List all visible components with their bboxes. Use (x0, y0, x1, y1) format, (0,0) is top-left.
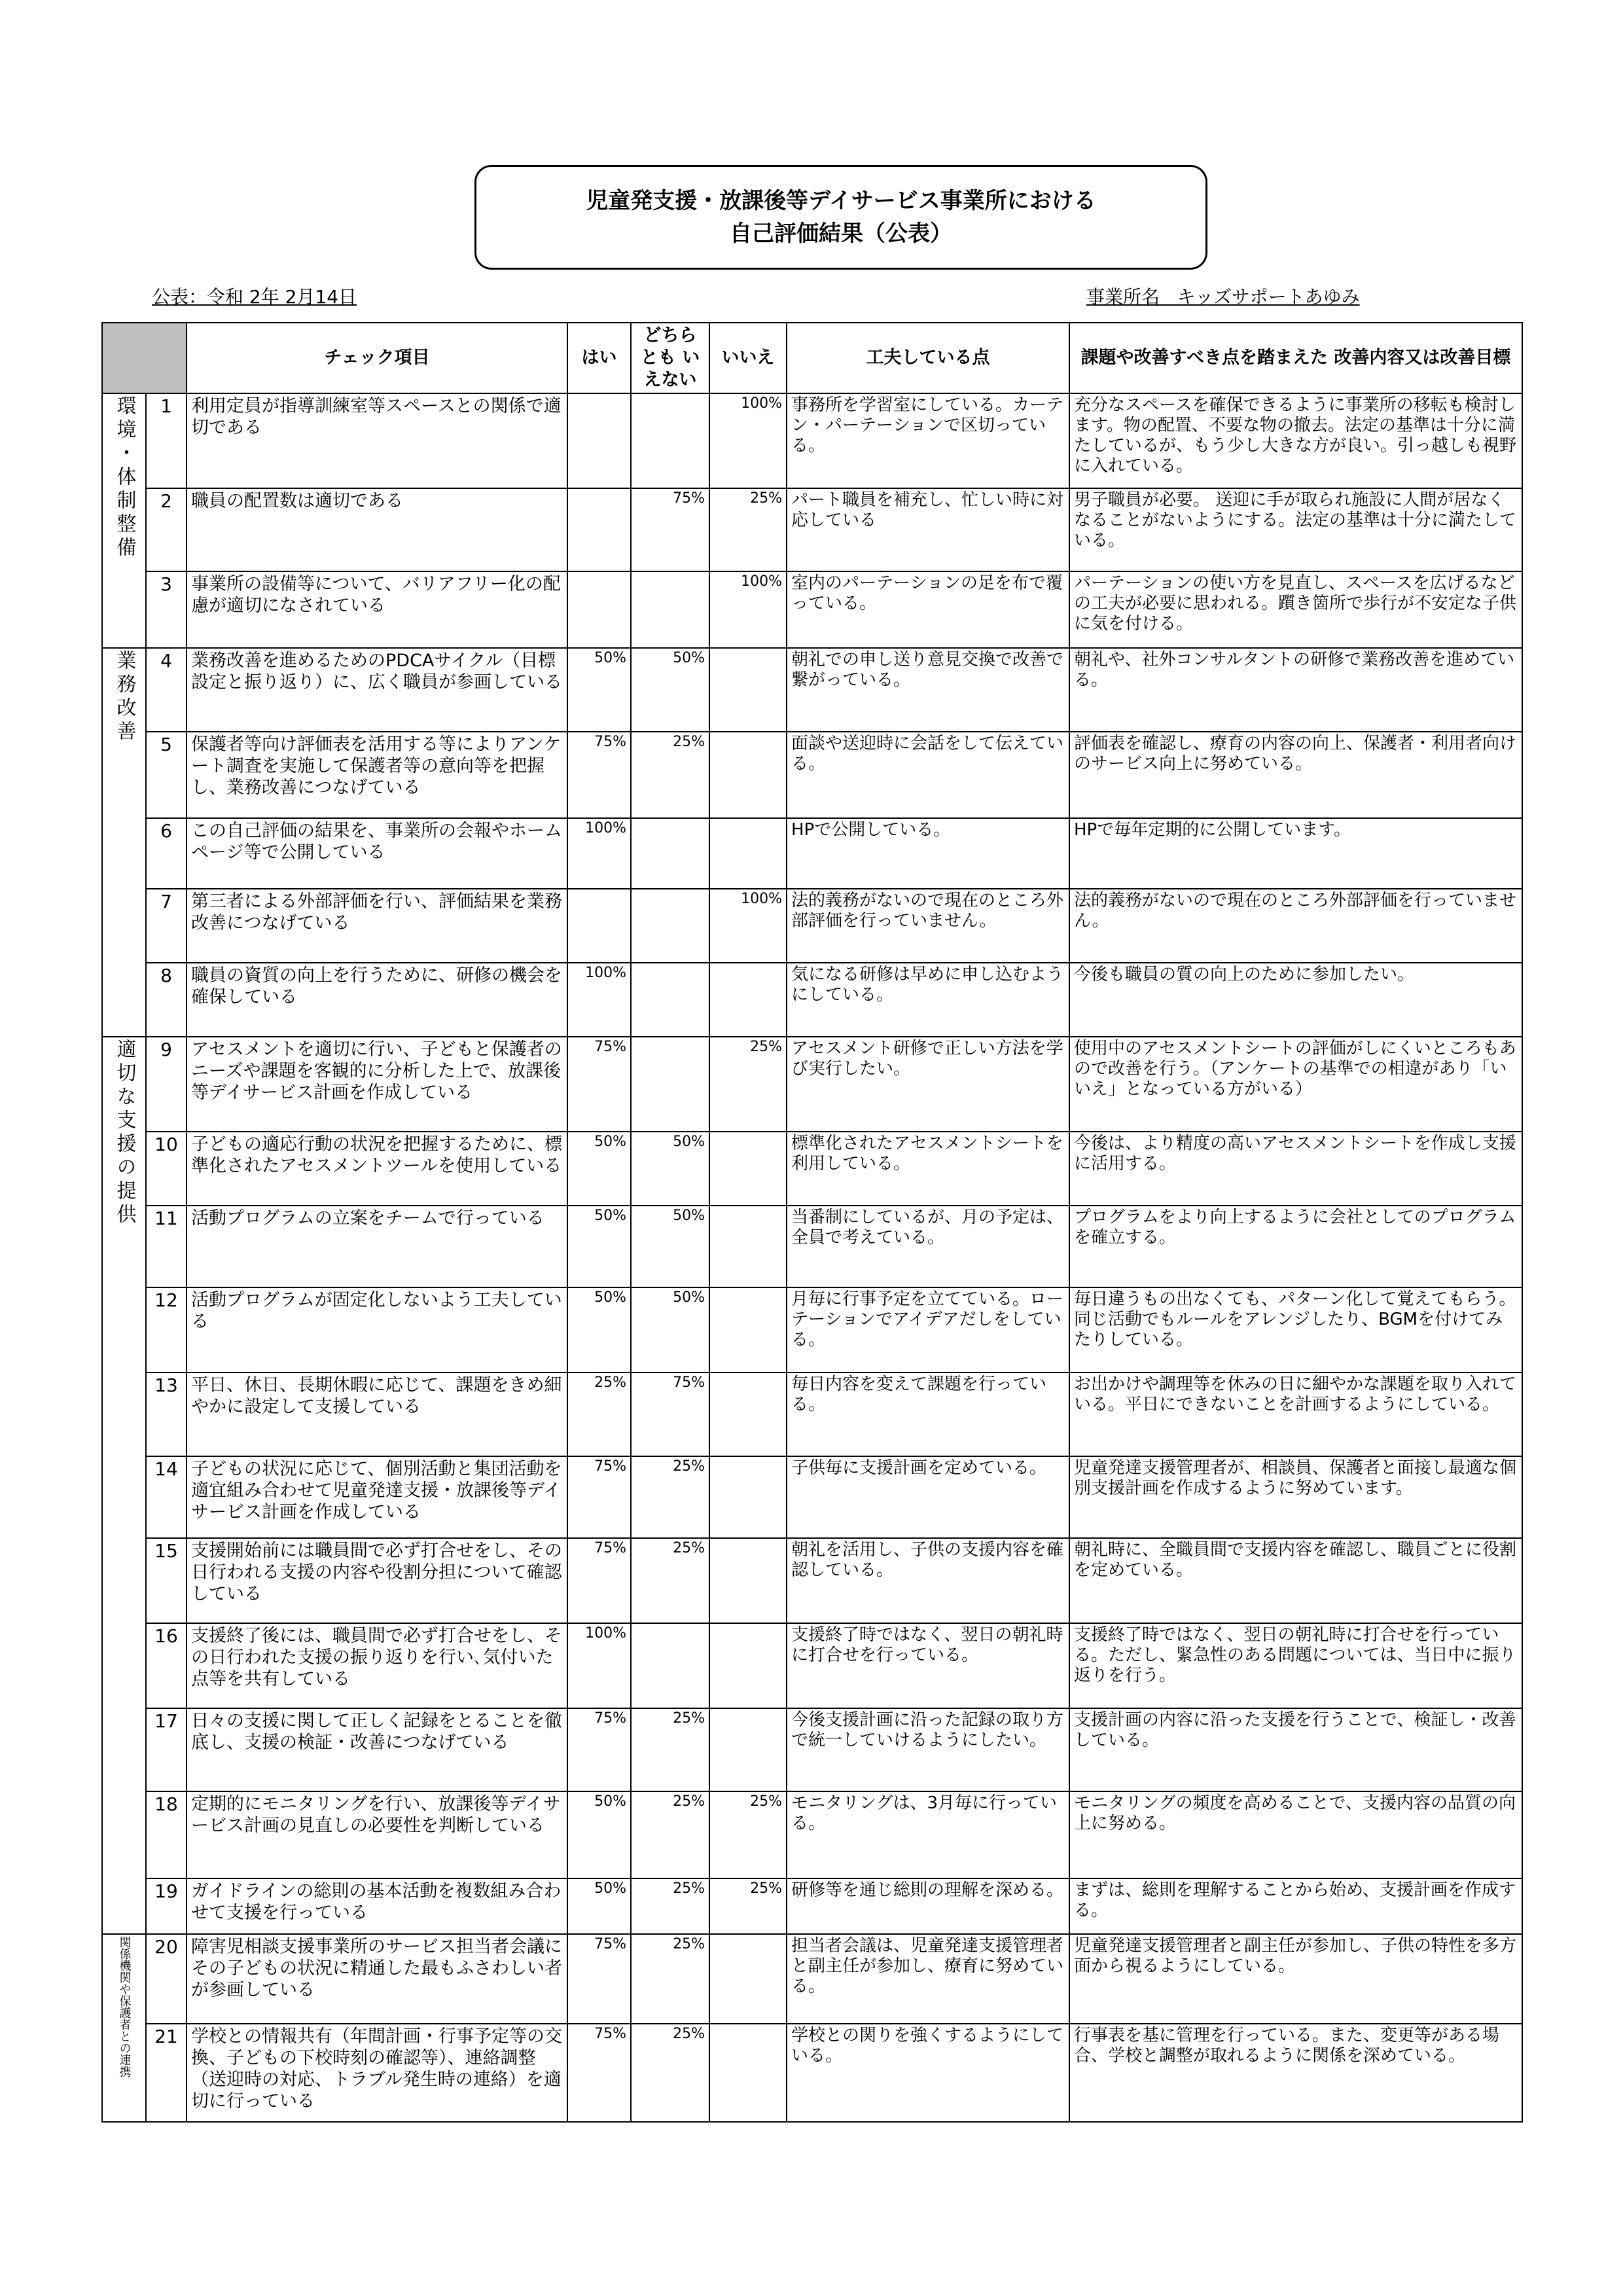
row-number: 3 (146, 571, 187, 648)
improve-text: パーテーションの使い方を見直し、スペースを広げるなどの工夫が必要に思われる。躓き箇所で歩行が不安定な子供に気を付ける。 (1069, 571, 1522, 648)
row-number: 13 (146, 1372, 187, 1456)
check-item: 業務改善を進めるためのPDCAサイクル（目標設定と振り返り）に、広く職員が参画している (187, 648, 567, 732)
office-name: 事業所名 キッズサポートあゆみ (1086, 286, 1360, 308)
check-item: アセスメントを適切に行い、子どもと保護者のニーズや課題を客観的に分析した上で、放課後等デイサービス計画を作成している (187, 1037, 567, 1132)
row-number: 17 (146, 1708, 187, 1791)
no-percent (709, 1287, 787, 1372)
check-item: 活動プログラムの立案をチームで行っている (187, 1206, 567, 1287)
no-percent (709, 1538, 787, 1623)
no-percent: 100% (709, 889, 787, 963)
row-number: 4 (146, 648, 187, 732)
effort-text: 朝礼を活用し、子供の支援内容を確認している。 (787, 1538, 1069, 1623)
section-label (102, 648, 146, 1037)
improve-text: モニタリングの頻度を高めることで、支援内容の品質の向上に努める。 (1069, 1791, 1522, 1878)
section-label (102, 393, 146, 648)
yes-percent (567, 889, 631, 963)
table-row (102, 732, 1522, 818)
no-percent (709, 1934, 787, 2024)
header-yes: はい (567, 323, 631, 393)
table-body (102, 393, 1522, 2122)
no-percent: 100% (709, 571, 787, 648)
yes-percent: 75% (567, 1037, 631, 1132)
table-row (102, 818, 1522, 889)
no-percent (709, 1206, 787, 1287)
check-item: 定期的にモニタリングを行い、放課後等デイサービス計画の見直しの必要性を判断している (187, 1791, 567, 1878)
improve-text: 児童発達支援管理者と副主任が参加し、子供の特性を多方面から視るようにしている。 (1069, 1934, 1522, 2024)
no-percent (709, 818, 787, 889)
neither-percent: 25% (631, 1878, 709, 1934)
neither-percent: 50% (631, 1287, 709, 1372)
check-item: 支援終了後には、職員間で必ず打合せをし、その日行われた支援の振り返りを行い､気付いた点等を共有している (187, 1623, 567, 1708)
header-item: チェック項目 (187, 323, 567, 393)
table-row (102, 963, 1522, 1037)
improve-text: 児童発達支援管理者が、相談員、保護者と面接し最適な個別支援計画を作成するように努めています。 (1069, 1456, 1522, 1538)
check-item: 職員の配置数は適切である (187, 488, 567, 571)
effort-text: 室内のパーテーションの足を布で覆っている。 (787, 571, 1069, 648)
header-row (102, 323, 1522, 393)
title-line-2: 自己評価結果（公表） (730, 221, 952, 247)
no-percent (709, 1456, 787, 1538)
check-item: 活動プログラムが固定化しないよう工夫している (187, 1287, 567, 1372)
effort-text: 今後支援計画に沿った記録の取り方で統一していけるようにしたい。 (787, 1708, 1069, 1791)
neither-percent: 25% (631, 1456, 709, 1538)
check-item: ガイドラインの総則の基本活動を複数組み合わせて支援を行っている (187, 1878, 567, 1934)
yes-percent: 100% (567, 818, 631, 889)
no-percent (709, 2024, 787, 2122)
section-label-text: 業務改善 (113, 650, 136, 744)
table-row (102, 1372, 1522, 1456)
effort-text: 毎日内容を変えて課題を行っている。 (787, 1372, 1069, 1456)
title-line-1: 児童発支援・放課後等デイサービス事業所における (586, 188, 1096, 214)
yes-percent: 50% (567, 648, 631, 732)
row-number: 10 (146, 1132, 187, 1206)
neither-percent: 25% (631, 2024, 709, 2122)
no-percent (709, 1623, 787, 1708)
section-label (102, 1037, 146, 1934)
row-number: 8 (146, 963, 187, 1037)
effort-text: パート職員を補充し、忙しい時に対応している (787, 488, 1069, 571)
check-item: 事業所の設備等について、バリアフリー化の配慮が適切になされている (187, 571, 567, 648)
table-row (102, 1037, 1522, 1132)
no-percent (709, 1372, 787, 1456)
effort-text: 面談や送迎時に会話をして伝えている。 (787, 732, 1069, 818)
table-row (102, 1132, 1522, 1206)
effort-text: 学校との関りを強くするようにしている。 (787, 2024, 1069, 2122)
check-item: 第三者による外部評価を行い、評価結果を業務改善につなげている (187, 889, 567, 963)
improve-text: 今後も職員の質の向上のために参加したい。 (1069, 963, 1522, 1037)
row-number: 12 (146, 1287, 187, 1372)
yes-percent: 75% (567, 2024, 631, 2122)
improve-text: 行事表を基に管理を行っている。また、変更等がある場合、学校と調整が取れるように関係を深めている。 (1069, 2024, 1522, 2122)
table-row (102, 1538, 1522, 1623)
row-number: 7 (146, 889, 187, 963)
publication-date: 公表：令和 2年 2月14日 (152, 286, 357, 308)
neither-percent (631, 393, 709, 488)
yes-percent (567, 393, 631, 488)
row-number: 6 (146, 818, 187, 889)
improve-text: まずは、総則を理解することから始め、支援計画を作成する。 (1069, 1878, 1522, 1934)
check-item: 支援開始前には職員間で必ず打合せをし、その日行われる支援の内容や役割分担について確認している (187, 1538, 567, 1623)
table-row (102, 1791, 1522, 1878)
table-row (102, 1708, 1522, 1791)
yes-percent: 100% (567, 963, 631, 1037)
no-percent: 25% (709, 1878, 787, 1934)
table-row (102, 571, 1522, 648)
row-number: 18 (146, 1791, 187, 1878)
header-blank (102, 323, 187, 393)
improve-text: 支援終了時ではなく、翌日の朝礼時に打合せを行っている。ただし、緊急性のある問題については、当日中に振り返りを行う。 (1069, 1623, 1522, 1708)
effort-text: 当番制にしているが、月の予定は、全員で考えている。 (787, 1206, 1069, 1287)
neither-percent (631, 963, 709, 1037)
check-item: 保護者等向け評価表を活用する等によりアンケート調査を実施して保護者等の意向等を把握し、業務改善につなげている (187, 732, 567, 818)
no-percent (709, 1132, 787, 1206)
table-row (102, 1878, 1522, 1934)
yes-percent: 100% (567, 1623, 631, 1708)
section-label-text: 関係機関や保護者との連携 (117, 1936, 132, 2077)
improve-text: 今後は、より精度の高いアセスメントシートを作成し支援に活用する。 (1069, 1132, 1522, 1206)
neither-percent: 50% (631, 1206, 709, 1287)
no-percent: 25% (709, 1037, 787, 1132)
table-row (102, 648, 1522, 732)
effort-text: 事務所を学習室にしている。カーテン・パーテーションで区切っている。 (787, 393, 1069, 488)
row-number: 20 (146, 1934, 187, 2024)
row-number: 16 (146, 1623, 187, 1708)
effort-text: モニタリングは、3月毎に行っている。 (787, 1791, 1069, 1878)
table-row (102, 1934, 1522, 2024)
check-item: 障害児相談支援事業所のサービス担当者会議にその子どもの状況に精通した最もふさわしい者が参画している (187, 1934, 567, 2024)
improve-text: 男子職員が必要。 送迎に手が取られ施設に人間が居なくなることがないようにする。法定の基準は十分に満たしている。 (1069, 488, 1522, 571)
header-no: いいえ (709, 323, 787, 393)
yes-percent: 50% (567, 1791, 631, 1878)
no-percent (709, 648, 787, 732)
yes-percent: 50% (567, 1132, 631, 1206)
row-number: 19 (146, 1878, 187, 1934)
no-percent (709, 732, 787, 818)
neither-percent: 50% (631, 648, 709, 732)
neither-percent: 25% (631, 1708, 709, 1791)
yes-percent: 75% (567, 732, 631, 818)
header-neither: どちらとも いえない (631, 323, 709, 393)
row-number: 9 (146, 1037, 187, 1132)
section-label-text: 適切な支援の提供 (113, 1039, 136, 1227)
table-row (102, 1456, 1522, 1538)
header-improve: 課題や改善すべき点を踏まえた 改善内容又は改善目標 (1069, 323, 1522, 393)
title-box (474, 165, 1207, 270)
neither-percent: 50% (631, 1132, 709, 1206)
neither-percent: 25% (631, 1934, 709, 2024)
row-number: 15 (146, 1538, 187, 1623)
yes-percent: 75% (567, 1456, 631, 1538)
effort-text: 支援終了時ではなく、翌日の朝礼時に打合せを行っている。 (787, 1623, 1069, 1708)
neither-percent (631, 1037, 709, 1132)
improve-text: 朝礼時に、全職員間で支援内容を確認し、職員ごとに役割を定めている。 (1069, 1538, 1522, 1623)
improve-text: 支援計画の内容に沿った支援を行うことで、検証し・改善している。 (1069, 1708, 1522, 1791)
row-number: 14 (146, 1456, 187, 1538)
table-row (102, 1623, 1522, 1708)
effort-text: 気になる研修は早めに申し込むようにしている。 (787, 963, 1069, 1037)
no-percent: 100% (709, 393, 787, 488)
neither-percent: 25% (631, 1538, 709, 1623)
table-row (102, 393, 1522, 488)
no-percent: 25% (709, 488, 787, 571)
improve-text: お出かけや調理等を休みの日に細やかな課題を取り入れている。平日にできないことを計画するようにしている。 (1069, 1372, 1522, 1456)
table-row (102, 2024, 1522, 2122)
neither-percent: 75% (631, 488, 709, 571)
effort-text: 担当者会議は、児童発達支援管理者と副主任が参加し、療育に努めている。 (787, 1934, 1069, 2024)
effort-text: 研修等を通じ総則の理解を深める。 (787, 1878, 1069, 1934)
improve-text: 法的義務がないので現在のところ外部評価を行っていません。 (1069, 889, 1522, 963)
improve-text: 評価表を確認し、療育の内容の向上、保護者・利用者向けのサービス向上に努めている。 (1069, 732, 1522, 818)
check-item: 平日、休日、長期休暇に応じて、課題をきめ細やかに設定して支援している (187, 1372, 567, 1456)
check-item: 職員の資質の向上を行うために、研修の機会を確保している (187, 963, 567, 1037)
improve-text: HPで毎年定期的に公開しています。 (1069, 818, 1522, 889)
check-item: 子どもの適応行動の状況を把握するために、標準化されたアセスメントツールを使用している (187, 1132, 567, 1206)
effort-text: 標準化されたアセスメントシートを利用している。 (787, 1132, 1069, 1206)
yes-percent (567, 488, 631, 571)
improve-text: 毎日違うもの出なくても、パターン化して覚えてもらう。同じ活動でもルールをアレンジしたり、BGMを付けてみたりしている。 (1069, 1287, 1522, 1372)
yes-percent: 50% (567, 1287, 631, 1372)
table-row (102, 1287, 1522, 1372)
effort-text: 朝礼での申し送り意見交換で改善で繋がっている。 (787, 648, 1069, 732)
yes-percent: 50% (567, 1206, 631, 1287)
effort-text: アセスメント研修で正しい方法を学び実行したい。 (787, 1037, 1069, 1132)
yes-percent: 75% (567, 1538, 631, 1623)
check-item: 子どもの状況に応じて、個別活動と集団活動を適宜組み合わせて児童発達支援・放課後等デイサービス計画を作成している (187, 1456, 567, 1538)
section-label (102, 1934, 146, 2122)
yes-percent (567, 571, 631, 648)
effort-text: 月毎に行事予定を立てている。ローテーションでアイデアだしをしている。 (787, 1287, 1069, 1372)
row-number: 2 (146, 488, 187, 571)
yes-percent: 50% (567, 1878, 631, 1934)
row-number: 11 (146, 1206, 187, 1287)
section-label-text: 環境・体制整備 (113, 395, 136, 560)
row-number: 1 (146, 393, 187, 488)
table-row (102, 889, 1522, 963)
effort-text: 子供毎に支援計画を定めている。 (787, 1456, 1069, 1538)
no-percent: 25% (709, 1791, 787, 1878)
improve-text: プログラムをより向上するように会社としてのプログラムを確立する。 (1069, 1206, 1522, 1287)
table-row (102, 488, 1522, 571)
check-item: 学校との情報共有（年間計画・行事予定等の交換、子どもの下校時刻の確認等）、連絡調整（送迎時の対応、トラブル発生時の連絡）を適切に行っている (187, 2024, 567, 2122)
header-effort: 工夫している点 (787, 323, 1069, 393)
neither-percent (631, 1623, 709, 1708)
neither-percent: 25% (631, 1791, 709, 1878)
neither-percent (631, 571, 709, 648)
evaluation-table (101, 322, 1523, 2123)
yes-percent: 25% (567, 1372, 631, 1456)
neither-percent (631, 818, 709, 889)
neither-percent: 25% (631, 732, 709, 818)
improve-text: 朝礼や、社外コンサルタントの研修で業務改善を進めている。 (1069, 648, 1522, 732)
yes-percent: 75% (567, 1708, 631, 1791)
effort-text: HPで公開している。 (787, 818, 1069, 889)
neither-percent (631, 889, 709, 963)
effort-text: 法的義務がないので現在のところ外部評価を行っていません。 (787, 889, 1069, 963)
improve-text: 使用中のアセスメントシートの評価がしにくいところもあので改善を行う。（アンケートの基準での相違があり「いいえ」となっている方がいる） (1069, 1037, 1522, 1132)
check-item: この自己評価の結果を、事業所の会報やホームページ等で公開している (187, 818, 567, 889)
check-item: 利用定員が指導訓練室等スペースとの関係で適切である (187, 393, 567, 488)
improve-text: 充分なスペースを確保できるように事業所の移転も検討します。物の配置、不要な物の撤去。法定の基準は十分に満たしているが、もう少し大きな方が良い。引っ越しも視野に入れている。 (1069, 393, 1522, 488)
yes-percent: 75% (567, 1934, 631, 2024)
neither-percent: 75% (631, 1372, 709, 1456)
row-number: 5 (146, 732, 187, 818)
no-percent (709, 1708, 787, 1791)
check-item: 日々の支援に関して正しく記録をとることを徹底し、支援の検証・改善につなげている (187, 1708, 567, 1791)
no-percent (709, 963, 787, 1037)
row-number: 21 (146, 2024, 187, 2122)
table-row (102, 1206, 1522, 1287)
